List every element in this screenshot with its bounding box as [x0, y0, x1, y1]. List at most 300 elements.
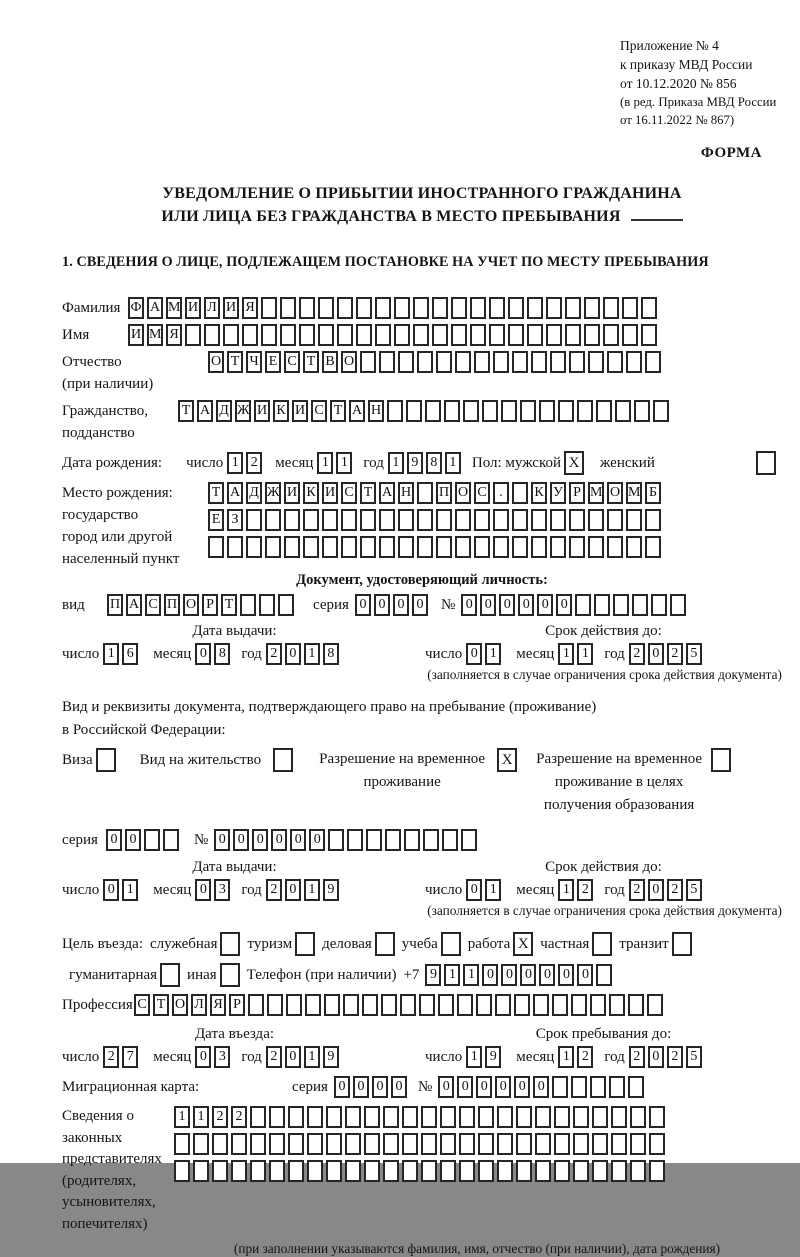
char-cell[interactable]: [531, 509, 547, 531]
char-cell[interactable]: 2: [103, 1046, 119, 1068]
char-cell[interactable]: 0: [648, 643, 664, 665]
char-cell[interactable]: [417, 509, 433, 531]
char-cell[interactable]: [531, 351, 547, 373]
char-cell[interactable]: [626, 509, 642, 531]
char-cell[interactable]: [356, 324, 372, 346]
char-cell[interactable]: 0: [499, 594, 515, 616]
char-cell[interactable]: [402, 1106, 418, 1128]
char-cell[interactable]: [379, 536, 395, 558]
char-cell[interactable]: [611, 1106, 627, 1128]
char-cell[interactable]: [345, 1106, 361, 1128]
char-cell[interactable]: [592, 1133, 608, 1155]
char-cell[interactable]: 0: [214, 829, 230, 851]
char-cell[interactable]: 2: [266, 879, 282, 901]
char-cell[interactable]: [307, 1106, 323, 1128]
char-cell[interactable]: [647, 994, 663, 1016]
char-cell[interactable]: [193, 1133, 209, 1155]
char-cell[interactable]: [626, 351, 642, 373]
char-cell[interactable]: [364, 1106, 380, 1128]
char-cell[interactable]: [246, 536, 262, 558]
char-cell[interactable]: [269, 1133, 285, 1155]
residence-permit-checkbox[interactable]: [273, 748, 293, 772]
char-cell[interactable]: [489, 324, 505, 346]
visa-checkbox[interactable]: [96, 748, 116, 772]
char-cell[interactable]: Б: [645, 482, 661, 504]
char-cell[interactable]: 0: [558, 964, 574, 986]
char-cell[interactable]: 9: [425, 964, 441, 986]
char-cell[interactable]: [436, 509, 452, 531]
char-cell[interactable]: [379, 351, 395, 373]
char-cell[interactable]: [628, 994, 644, 1016]
char-cell[interactable]: 1: [193, 1106, 209, 1128]
char-cell[interactable]: М: [166, 297, 182, 319]
purpose-study-checkbox[interactable]: [441, 932, 461, 956]
char-cell[interactable]: [622, 324, 638, 346]
char-cell[interactable]: [337, 297, 353, 319]
char-cell[interactable]: 0: [457, 1076, 473, 1098]
char-cell[interactable]: [163, 829, 179, 851]
char-cell[interactable]: [478, 1106, 494, 1128]
char-cell[interactable]: [212, 1160, 228, 1182]
char-cell[interactable]: [303, 509, 319, 531]
char-cell[interactable]: [375, 324, 391, 346]
char-cell[interactable]: [558, 400, 574, 422]
char-cell[interactable]: [375, 297, 391, 319]
purpose-humanitarian-checkbox[interactable]: [160, 963, 180, 987]
char-cell[interactable]: [550, 536, 566, 558]
char-cell[interactable]: М: [147, 324, 163, 346]
char-cell[interactable]: 0: [514, 1076, 530, 1098]
char-cell[interactable]: Ч: [246, 351, 262, 373]
char-cell[interactable]: 0: [391, 1076, 407, 1098]
char-cell[interactable]: 1: [577, 643, 593, 665]
char-cell[interactable]: 1: [388, 452, 404, 474]
char-cell[interactable]: Ф: [128, 297, 144, 319]
title-blank-line[interactable]: [631, 207, 683, 221]
char-cell[interactable]: З: [227, 509, 243, 531]
char-cell[interactable]: [607, 509, 623, 531]
char-cell[interactable]: [421, 1160, 437, 1182]
char-cell[interactable]: [569, 351, 585, 373]
char-cell[interactable]: [398, 509, 414, 531]
char-cell[interactable]: 1: [558, 879, 574, 901]
char-cell[interactable]: С: [134, 994, 150, 1016]
char-cell[interactable]: 1: [485, 879, 501, 901]
char-cell[interactable]: [432, 297, 448, 319]
char-cell[interactable]: 0: [648, 879, 664, 901]
char-cell[interactable]: [360, 351, 376, 373]
char-cell[interactable]: 2: [667, 879, 683, 901]
char-cell[interactable]: [436, 536, 452, 558]
char-cell[interactable]: М: [588, 482, 604, 504]
char-cell[interactable]: [626, 536, 642, 558]
char-cell[interactable]: [596, 964, 612, 986]
char-cell[interactable]: [508, 297, 524, 319]
char-cell[interactable]: [278, 594, 294, 616]
char-cell[interactable]: [208, 536, 224, 558]
char-cell[interactable]: 0: [290, 829, 306, 851]
char-cell[interactable]: [324, 994, 340, 1016]
char-cell[interactable]: Т: [303, 351, 319, 373]
char-cell[interactable]: 1: [463, 964, 479, 986]
char-cell[interactable]: 0: [372, 1076, 388, 1098]
char-cell[interactable]: [231, 1133, 247, 1155]
char-cell[interactable]: О: [183, 594, 199, 616]
char-cell[interactable]: Т: [360, 482, 376, 504]
char-cell[interactable]: [609, 1076, 625, 1098]
char-cell[interactable]: [269, 1160, 285, 1182]
char-cell[interactable]: Е: [208, 509, 224, 531]
char-cell[interactable]: 0: [393, 594, 409, 616]
char-cell[interactable]: [212, 1133, 228, 1155]
char-cell[interactable]: [531, 536, 547, 558]
char-cell[interactable]: 2: [266, 1046, 282, 1068]
char-cell[interactable]: [326, 1160, 342, 1182]
char-cell[interactable]: [493, 351, 509, 373]
char-cell[interactable]: [584, 297, 600, 319]
char-cell[interactable]: Т: [178, 400, 194, 422]
char-cell[interactable]: [250, 1133, 266, 1155]
char-cell[interactable]: 9: [407, 452, 423, 474]
char-cell[interactable]: 0: [438, 1076, 454, 1098]
char-cell[interactable]: [630, 1106, 646, 1128]
char-cell[interactable]: 0: [195, 643, 211, 665]
char-cell[interactable]: [535, 1106, 551, 1128]
purpose-other-checkbox[interactable]: [220, 963, 240, 987]
char-cell[interactable]: [577, 400, 593, 422]
char-cell[interactable]: [516, 1133, 532, 1155]
char-cell[interactable]: [645, 536, 661, 558]
char-cell[interactable]: 0: [355, 594, 371, 616]
char-cell[interactable]: 0: [195, 1046, 211, 1068]
char-cell[interactable]: 0: [518, 594, 534, 616]
char-cell[interactable]: 5: [686, 643, 702, 665]
char-cell[interactable]: П: [107, 594, 123, 616]
char-cell[interactable]: [546, 324, 562, 346]
char-cell[interactable]: 2: [231, 1106, 247, 1128]
purpose-tourism-checkbox[interactable]: [295, 932, 315, 956]
char-cell[interactable]: [269, 1106, 285, 1128]
char-cell[interactable]: [288, 1133, 304, 1155]
char-cell[interactable]: П: [436, 482, 452, 504]
char-cell[interactable]: [550, 351, 566, 373]
char-cell[interactable]: 0: [252, 829, 268, 851]
char-cell[interactable]: [259, 594, 275, 616]
char-cell[interactable]: [588, 536, 604, 558]
char-cell[interactable]: И: [254, 400, 270, 422]
char-cell[interactable]: [552, 994, 568, 1016]
char-cell[interactable]: [501, 400, 517, 422]
char-cell[interactable]: [185, 324, 201, 346]
char-cell[interactable]: 1: [304, 879, 320, 901]
char-cell[interactable]: [461, 829, 477, 851]
char-cell[interactable]: Т: [330, 400, 346, 422]
char-cell[interactable]: [569, 536, 585, 558]
char-cell[interactable]: [231, 1160, 247, 1182]
char-cell[interactable]: 0: [648, 1046, 664, 1068]
char-cell[interactable]: И: [223, 297, 239, 319]
char-cell[interactable]: 9: [323, 879, 339, 901]
char-cell[interactable]: Я: [166, 324, 182, 346]
char-cell[interactable]: [552, 1076, 568, 1098]
char-cell[interactable]: 0: [195, 879, 211, 901]
char-cell[interactable]: [535, 1160, 551, 1182]
char-cell[interactable]: [575, 594, 591, 616]
char-cell[interactable]: Т: [153, 994, 169, 1016]
char-cell[interactable]: [482, 400, 498, 422]
temp-residence-checkbox[interactable]: X: [497, 748, 517, 772]
char-cell[interactable]: 2: [577, 879, 593, 901]
char-cell[interactable]: 0: [103, 879, 119, 901]
char-cell[interactable]: 2: [629, 1046, 645, 1068]
char-cell[interactable]: К: [273, 400, 289, 422]
char-cell[interactable]: [421, 1106, 437, 1128]
char-cell[interactable]: [554, 1160, 570, 1182]
char-cell[interactable]: [284, 536, 300, 558]
char-cell[interactable]: [322, 536, 338, 558]
char-cell[interactable]: [649, 1160, 665, 1182]
char-cell[interactable]: [360, 509, 376, 531]
char-cell[interactable]: [554, 1106, 570, 1128]
char-cell[interactable]: [356, 297, 372, 319]
char-cell[interactable]: [307, 1133, 323, 1155]
char-cell[interactable]: [299, 324, 315, 346]
char-cell[interactable]: [144, 829, 160, 851]
char-cell[interactable]: О: [607, 482, 623, 504]
char-cell[interactable]: [440, 1106, 456, 1128]
char-cell[interactable]: [303, 536, 319, 558]
char-cell[interactable]: 1: [103, 643, 119, 665]
char-cell[interactable]: 2: [577, 1046, 593, 1068]
char-cell[interactable]: 1: [317, 452, 333, 474]
char-cell[interactable]: [573, 1160, 589, 1182]
char-cell[interactable]: [611, 1133, 627, 1155]
char-cell[interactable]: И: [185, 297, 201, 319]
char-cell[interactable]: [630, 1160, 646, 1182]
char-cell[interactable]: М: [626, 482, 642, 504]
purpose-work-checkbox[interactable]: X: [513, 932, 533, 956]
char-cell[interactable]: 2: [629, 643, 645, 665]
char-cell[interactable]: 0: [476, 1076, 492, 1098]
char-cell[interactable]: И: [322, 482, 338, 504]
char-cell[interactable]: 0: [537, 594, 553, 616]
char-cell[interactable]: 0: [309, 829, 325, 851]
char-cell[interactable]: [383, 1133, 399, 1155]
char-cell[interactable]: [474, 351, 490, 373]
char-cell[interactable]: [394, 297, 410, 319]
char-cell[interactable]: Р: [229, 994, 245, 1016]
char-cell[interactable]: [265, 536, 281, 558]
char-cell[interactable]: [307, 1160, 323, 1182]
char-cell[interactable]: Л: [191, 994, 207, 1016]
char-cell[interactable]: [603, 324, 619, 346]
purpose-transit-checkbox[interactable]: [672, 932, 692, 956]
char-cell[interactable]: [451, 324, 467, 346]
char-cell[interactable]: .: [493, 482, 509, 504]
char-cell[interactable]: [527, 324, 543, 346]
char-cell[interactable]: [280, 297, 296, 319]
char-cell[interactable]: [512, 536, 528, 558]
char-cell[interactable]: [512, 509, 528, 531]
char-cell[interactable]: [362, 994, 378, 1016]
char-cell[interactable]: [539, 400, 555, 422]
char-cell[interactable]: [569, 509, 585, 531]
char-cell[interactable]: С: [311, 400, 327, 422]
char-cell[interactable]: [497, 1160, 513, 1182]
char-cell[interactable]: [383, 1106, 399, 1128]
char-cell[interactable]: Т: [208, 482, 224, 504]
char-cell[interactable]: [265, 509, 281, 531]
char-cell[interactable]: К: [303, 482, 319, 504]
char-cell[interactable]: [508, 324, 524, 346]
char-cell[interactable]: [550, 509, 566, 531]
char-cell[interactable]: [398, 536, 414, 558]
char-cell[interactable]: И: [292, 400, 308, 422]
char-cell[interactable]: А: [349, 400, 365, 422]
char-cell[interactable]: С: [474, 482, 490, 504]
char-cell[interactable]: 2: [212, 1106, 228, 1128]
char-cell[interactable]: В: [322, 351, 338, 373]
char-cell[interactable]: [565, 324, 581, 346]
char-cell[interactable]: [613, 594, 629, 616]
char-cell[interactable]: Р: [202, 594, 218, 616]
char-cell[interactable]: [512, 482, 528, 504]
char-cell[interactable]: [305, 994, 321, 1016]
char-cell[interactable]: [512, 351, 528, 373]
char-cell[interactable]: [364, 1133, 380, 1155]
char-cell[interactable]: У: [550, 482, 566, 504]
char-cell[interactable]: [398, 351, 414, 373]
char-cell[interactable]: [394, 324, 410, 346]
char-cell[interactable]: [328, 829, 344, 851]
char-cell[interactable]: [527, 297, 543, 319]
char-cell[interactable]: [470, 324, 486, 346]
char-cell[interactable]: [594, 594, 610, 616]
char-cell[interactable]: [248, 994, 264, 1016]
purpose-private-checkbox[interactable]: [592, 932, 612, 956]
char-cell[interactable]: [337, 324, 353, 346]
char-cell[interactable]: [436, 351, 452, 373]
char-cell[interactable]: 1: [485, 643, 501, 665]
char-cell[interactable]: [455, 536, 471, 558]
char-cell[interactable]: [451, 297, 467, 319]
char-cell[interactable]: [622, 297, 638, 319]
char-cell[interactable]: [261, 324, 277, 346]
char-cell[interactable]: [280, 324, 296, 346]
char-cell[interactable]: [670, 594, 686, 616]
char-cell[interactable]: Л: [204, 297, 220, 319]
temp-residence-education-checkbox[interactable]: [711, 748, 731, 772]
char-cell[interactable]: [592, 1160, 608, 1182]
char-cell[interactable]: 0: [271, 829, 287, 851]
purpose-official-checkbox[interactable]: [220, 932, 240, 956]
char-cell[interactable]: 8: [426, 452, 442, 474]
char-cell[interactable]: 0: [495, 1076, 511, 1098]
char-cell[interactable]: [385, 829, 401, 851]
char-cell[interactable]: Т: [227, 351, 243, 373]
char-cell[interactable]: 1: [558, 643, 574, 665]
char-cell[interactable]: [474, 509, 490, 531]
char-cell[interactable]: [584, 324, 600, 346]
char-cell[interactable]: 0: [556, 594, 572, 616]
char-cell[interactable]: А: [379, 482, 395, 504]
char-cell[interactable]: 0: [461, 594, 477, 616]
char-cell[interactable]: [573, 1133, 589, 1155]
char-cell[interactable]: [571, 1076, 587, 1098]
char-cell[interactable]: [341, 509, 357, 531]
char-cell[interactable]: [261, 297, 277, 319]
char-cell[interactable]: Н: [368, 400, 384, 422]
char-cell[interactable]: [326, 1133, 342, 1155]
char-cell[interactable]: [607, 351, 623, 373]
char-cell[interactable]: [476, 994, 492, 1016]
char-cell[interactable]: [444, 400, 460, 422]
char-cell[interactable]: [514, 994, 530, 1016]
char-cell[interactable]: [645, 509, 661, 531]
char-cell[interactable]: [250, 1160, 266, 1182]
char-cell[interactable]: [174, 1160, 190, 1182]
char-cell[interactable]: 0: [520, 964, 536, 986]
char-cell[interactable]: [345, 1133, 361, 1155]
char-cell[interactable]: [457, 994, 473, 1016]
char-cell[interactable]: [615, 400, 631, 422]
char-cell[interactable]: [423, 829, 439, 851]
char-cell[interactable]: А: [227, 482, 243, 504]
char-cell[interactable]: [611, 1160, 627, 1182]
char-cell[interactable]: [406, 400, 422, 422]
char-cell[interactable]: [404, 829, 420, 851]
char-cell[interactable]: [590, 1076, 606, 1098]
char-cell[interactable]: [413, 324, 429, 346]
char-cell[interactable]: [493, 536, 509, 558]
char-cell[interactable]: [497, 1133, 513, 1155]
char-cell[interactable]: [402, 1133, 418, 1155]
char-cell[interactable]: [299, 297, 315, 319]
char-cell[interactable]: [240, 594, 256, 616]
char-cell[interactable]: О: [172, 994, 188, 1016]
char-cell[interactable]: 0: [466, 643, 482, 665]
char-cell[interactable]: [343, 994, 359, 1016]
char-cell[interactable]: [489, 297, 505, 319]
char-cell[interactable]: [609, 994, 625, 1016]
char-cell[interactable]: 2: [667, 643, 683, 665]
char-cell[interactable]: [459, 1106, 475, 1128]
char-cell[interactable]: [571, 994, 587, 1016]
char-cell[interactable]: 9: [323, 1046, 339, 1068]
char-cell[interactable]: [535, 1133, 551, 1155]
char-cell[interactable]: 0: [285, 643, 301, 665]
char-cell[interactable]: 1: [304, 643, 320, 665]
char-cell[interactable]: [284, 509, 300, 531]
char-cell[interactable]: [603, 297, 619, 319]
char-cell[interactable]: 0: [482, 964, 498, 986]
char-cell[interactable]: О: [455, 482, 471, 504]
char-cell[interactable]: [250, 1106, 266, 1128]
char-cell[interactable]: 8: [214, 643, 230, 665]
char-cell[interactable]: [204, 324, 220, 346]
char-cell[interactable]: [596, 400, 612, 422]
char-cell[interactable]: [495, 994, 511, 1016]
char-cell[interactable]: [459, 1160, 475, 1182]
char-cell[interactable]: 3: [214, 1046, 230, 1068]
char-cell[interactable]: Н: [398, 482, 414, 504]
char-cell[interactable]: 7: [122, 1046, 138, 1068]
char-cell[interactable]: [383, 1160, 399, 1182]
char-cell[interactable]: С: [341, 482, 357, 504]
char-cell[interactable]: [588, 351, 604, 373]
char-cell[interactable]: [442, 829, 458, 851]
char-cell[interactable]: А: [126, 594, 142, 616]
